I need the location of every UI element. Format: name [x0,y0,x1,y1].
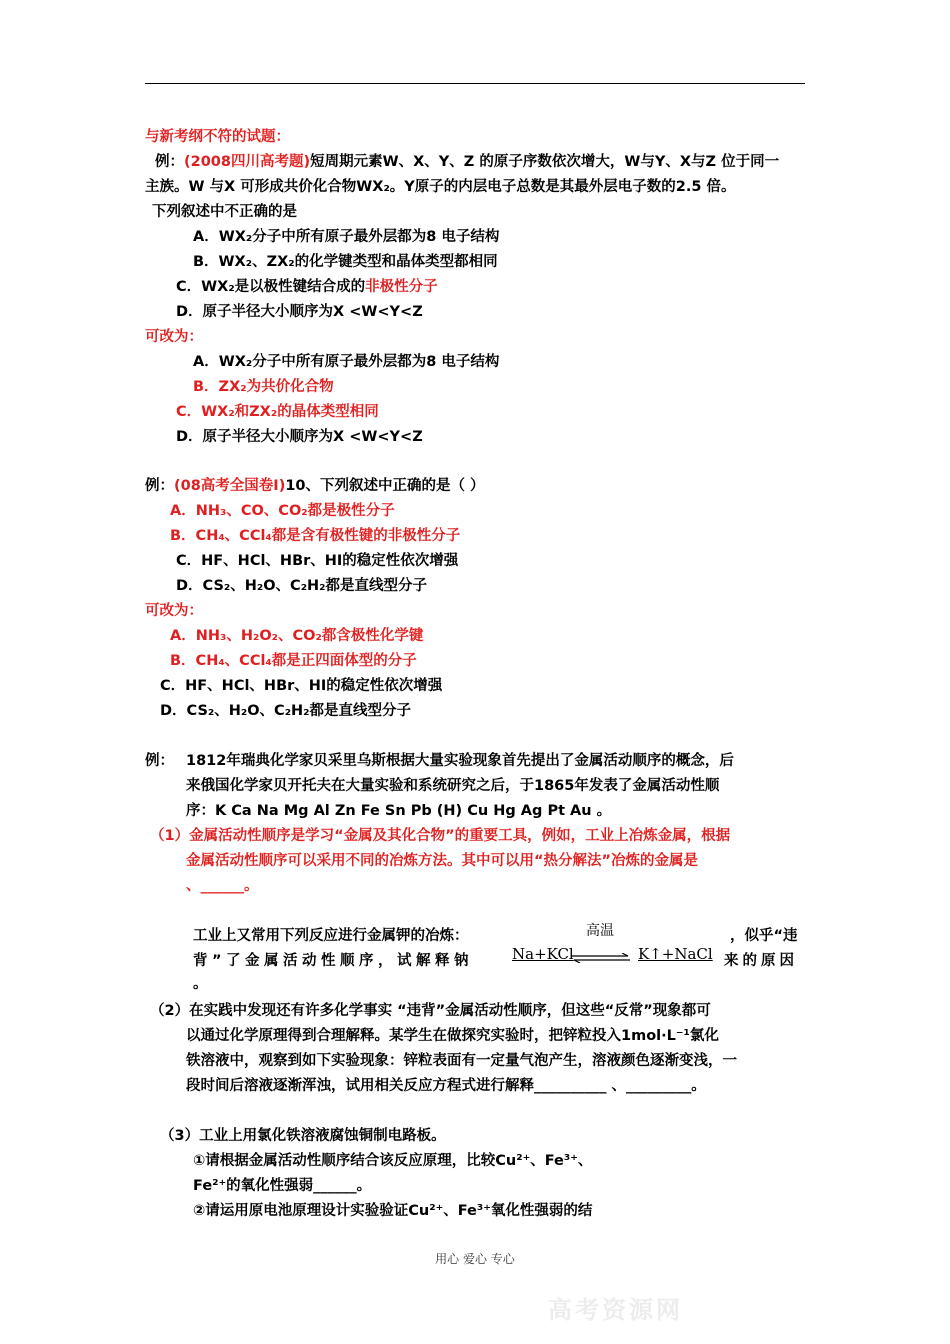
ex1-revised-c: C．WX₂和ZX₂的晶体类型相同 [176,404,379,420]
reaction-products: K↑+NaCl [638,945,713,963]
ex1-option-c-highlight: 非极性分子 [365,279,438,295]
page-footer: 用心 爱心 专心 [435,1252,515,1266]
ex3-q1-line3: 、______。 [186,878,259,894]
ex2-option-a: A．NH₃、CO、CO₂都是极性分子 [170,503,395,519]
ex1-revise-label: 可改为： [145,329,203,345]
ex3-para-line1: 1812年瑞典化学家贝采里乌斯根据大量实验现象首先提出了金属活动顺序的概念，后 [186,753,734,769]
ex2-revised-c: C．HF、HCl、HBr、HI的稳定性依次增强 [160,678,443,694]
ex3-q3-line4: ②请运用原电池原理设计实验验证Cu²⁺、Fe³⁺氧化性强弱的结 [193,1203,593,1219]
ex2-source: (08高考全国卷Ⅰ) [174,478,286,494]
ex1-option-d: D．原子半径大小顺序为X <W<Y<Z [176,304,423,320]
ex3-k-line1-right: ，似乎“违 [730,928,798,944]
ex2-prefix: 例： [145,478,174,494]
ex3-k-line2-right: 来的原因 [724,953,798,969]
ex1-stem-line1 [155,153,779,171]
ex3-q3-line2: ①请根据金属活动性顺序结合该反应原理，比较Cu²⁺、Fe³⁺、 [193,1153,593,1169]
reversible-arrow-icon [570,953,632,963]
ex2-option-c: C．HF、HCl、HBr、HI的稳定性依次增强 [176,553,459,569]
ex3-k-line3: 。 [193,976,208,992]
ex2-revised-a: A．NH₃、H₂O₂、CO₂都含极性化学键 [170,628,424,644]
ex3-q3-line3: Fe²⁺的氧化性强弱______。 [193,1178,372,1194]
ex1-option-b: B．WX₂、ZX₂的化学键类型和晶体类型都相同 [193,254,498,270]
ex3-para-line2: 来俄国化学家贝开托夫在大量实验和系统研究之后，于1865年发表了金属活动性顺 [186,778,720,794]
ex3-q3-line1: （3）工业上用氯化铁溶液腐蚀铜制电路板。 [160,1128,446,1144]
ex1-option-c [176,278,438,296]
header-rule [145,83,805,84]
ex2-stem [145,477,485,495]
ex2-revised-d: D．CS₂、H₂O、C₂H₂都是直线型分子 [160,703,412,719]
ex1-stem-line2: 主族。W 与X 可形成共价化合物WX₂。Y原子的内层电子总数是其最外层电子数的2.5 倍。 [145,179,736,195]
reaction-condition: 高温 [586,923,614,939]
ex3-q2-line4: 段时间后溶液逐渐浑浊，试用相关反应方程式进行解释__________ 、_________。 [186,1078,706,1094]
reaction-reactants: Na+KCl [512,945,574,963]
ex1-revised-b: B．ZX₂为共价化合物 [193,379,334,395]
ex3-q2-line1: （2）在实践中发现还有许多化学事实 “违背”金属活动性顺序，但这些“反常”现象都可 [150,1003,711,1019]
ex2-stem-text: 10、下列叙述中正确的是（ ） [285,478,485,494]
ex3-prefix: 例： [145,753,174,769]
ex2-revised-b: B．CH₄、CCl₄都是正四面体型的分子 [170,653,417,669]
ex3-k-line2-left: 背”了金属活动性顺序，试解释钠 [193,953,474,969]
ex3-q2-line2: 以通过化学原理得到合理解释。某学生在做探究实验时，把锌粒投入1mol·L⁻¹氯化 [186,1028,719,1044]
ex3-q2-line3: 铁溶液中，观察到如下实验现象：锌粒表面有一定量气泡产生，溶液颜色逐渐变浅，一 [186,1053,737,1069]
ex1-prefix: 例： [155,154,184,170]
ex1-stem1: 短周期元素W、X、Y、Z 的原子序数依次增大，W与Y、X与Z 位于同一 [310,154,780,170]
reaction-equation [510,917,720,967]
ex1-option-c-text: C．WX₂是以极性键结合成的 [176,279,366,295]
ex2-option-b: B．CH₄、CCl₄都是含有极性键的非极性分子 [170,528,461,544]
ex3-q1-line2: 金属活动性顺序可以采用不同的冶炼方法。其中可以用“热分解法”冶炼的金属是 [186,853,699,869]
ex1-revised-a: A．WX₂分子中所有原子最外层都为8 电子结构 [193,354,500,370]
ex2-revise-label: 可改为： [145,603,203,619]
ex1-source: (2008四川高考题) [184,154,311,170]
ex3-k-line1-left: 工业上又常用下列反应进行金属钾的冶炼： [193,928,469,944]
ex2-option-d: D．CS₂、H₂O、C₂H₂都是直线型分子 [176,578,428,594]
ex1-revised-d: D．原子半径大小顺序为X <W<Y<Z [176,429,423,445]
ex3-para-line3: 序：K Ca Na Mg Al Zn Fe Sn Pb (H) Cu Hg Ag Pt Au 。 [186,803,612,819]
ex1-stem-line3: 下列叙述中不正确的是 [152,204,297,220]
ex3-q1-line1: （1）金属活动性顺序是学习“金属及其化合物”的重要工具，例如，工业上冶炼金属，根据 [150,828,731,844]
section-title: 与新考纲不符的试题： [145,129,290,145]
ex1-option-a: A．WX₂分子中所有原子最外层都为8 电子结构 [193,229,500,245]
watermark: 高考资源网 [548,1296,683,1324]
